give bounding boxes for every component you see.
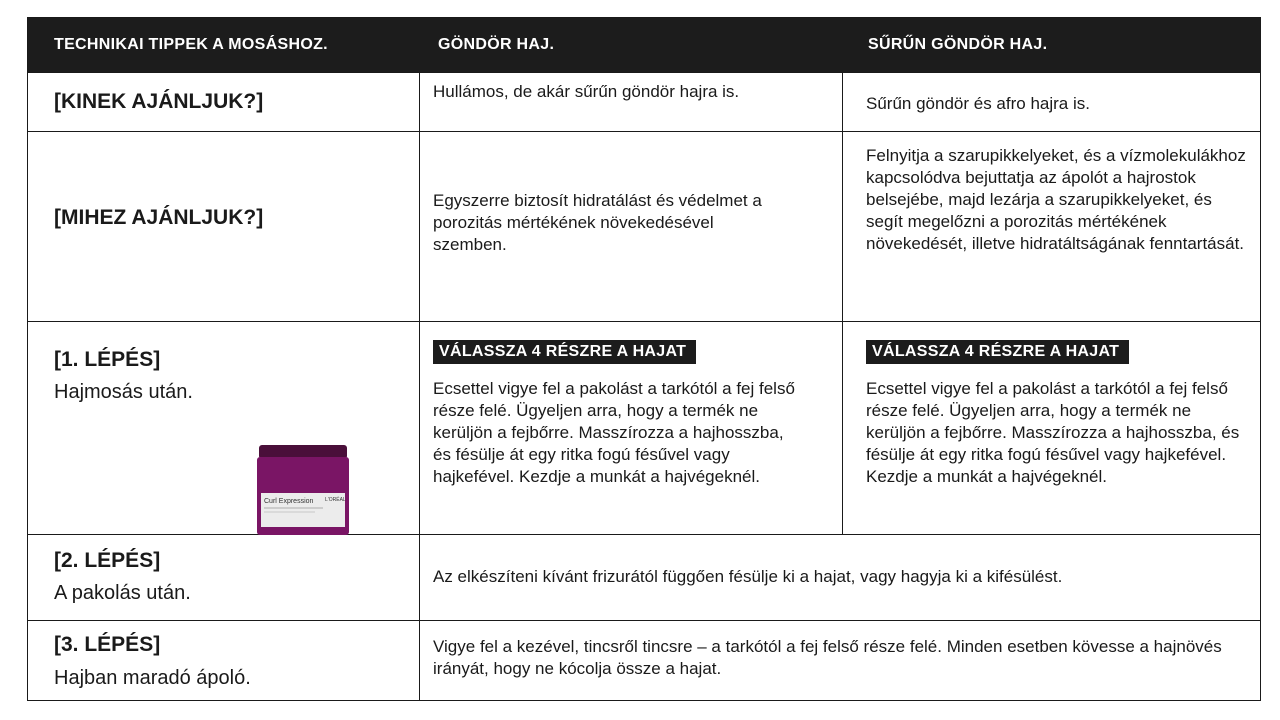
row-who-curly-text: Hullámos, de akár sűrűn göndör hajra is. [433, 82, 740, 101]
row-who [28, 72, 1260, 131]
row-step1-curly-badge [433, 340, 696, 364]
jar-lid [259, 445, 347, 459]
row-step1-curly-text: Ecsettel vigye fel a pakolást a tarkótól a fej felső része felé. Ügyeljen arra, hogy a termék ne kerüljön a fejbőrre. Masszírozza a hajhosszba, és fésülje át egy ritka fogú fésűvel vagy hajkefével. Kezdje a munkát a hajvégeknél. [433, 379, 795, 486]
section-badge: VÁLASSZA 4 RÉSZRE A HAJAT [866, 340, 1129, 364]
row-what-curly-text: Egyszerre biztosít hidratálást és védelmet a porozitás mértékének növekedésével szemben. [433, 191, 762, 254]
product-jar-image [253, 445, 353, 535]
row-step3 [28, 620, 1260, 701]
jar-brand: L'ORÉAL [325, 497, 346, 503]
row-step1-sub: Hajmosás után. [54, 381, 193, 403]
row-who-thick-curly-text: Sűrűn göndör és afro hajra is. [866, 94, 1090, 113]
row-step1-thick-curly-text: Ecsettel vigye fel a pakolást a tarkótól a fej felső része felé. Ügyeljen arra, hogy a termék ne kerüljön a fejbőrre. Masszírozza a hajhosszba, és fésülje át egy ritka fogú fésűvel vagy hajkefével. Kezdje a munkát a hajvégeknél. [866, 379, 1240, 486]
jar-label-name: Curl Expression [264, 498, 314, 505]
row-what-thick-curly-text: Felnyitja a szarupikkelyeket, és a vízmolekulákhoz kapcsolódva bejuttatja az ápolót a hajrostok belsejébe, majd lezárja a szarupikkelyeket, és segít megelőzni a porozitás mértékének növekedését, illetve hidratáltságának fenntartását. [866, 146, 1246, 253]
row-step2-label: [2. LÉPÉS] [54, 549, 161, 572]
row-step2-text: Az elkészíteni kívánt frizurától függően fésülje ki a hajat, vagy hagyja ki a kifésülést. [433, 567, 1063, 586]
table-header [28, 18, 1260, 72]
row-step3-sub: Hajban maradó ápoló. [54, 667, 251, 689]
header-col-curly: GÖNDÖR HAJ. [438, 36, 555, 53]
row-step1-label: [1. LÉPÉS] [54, 348, 161, 371]
header-col-thick-curly: SŰRŰN GÖNDÖR HAJ. [868, 36, 1048, 53]
section-badge: VÁLASSZA 4 RÉSZRE A HAJAT [433, 340, 696, 364]
row-step1 [28, 321, 1260, 534]
row-step3-label: [3. LÉPÉS] [54, 633, 161, 656]
tips-table [27, 17, 1261, 701]
row-step2 [28, 534, 1260, 620]
row-what-label: [MIHEZ AJÁNLJUK?] [54, 206, 264, 229]
row-who-label: [KINEK AJÁNLJUK?] [54, 90, 264, 113]
row-step3-text: Vigye fel a kezével, tincsről tincsre – a tarkótól a fej felső része felé. Minden esetben kövesse a hajnövés irányát, hogy ne kócolja össze a hajat. [433, 637, 1222, 678]
row-step1-thick-curly-badge [866, 340, 1129, 364]
header-col-tips: TECHNIKAI TIPPEK A MOSÁSHOZ. [54, 36, 328, 53]
row-what [28, 131, 1260, 321]
row-step2-sub: A pakolás után. [54, 582, 191, 604]
